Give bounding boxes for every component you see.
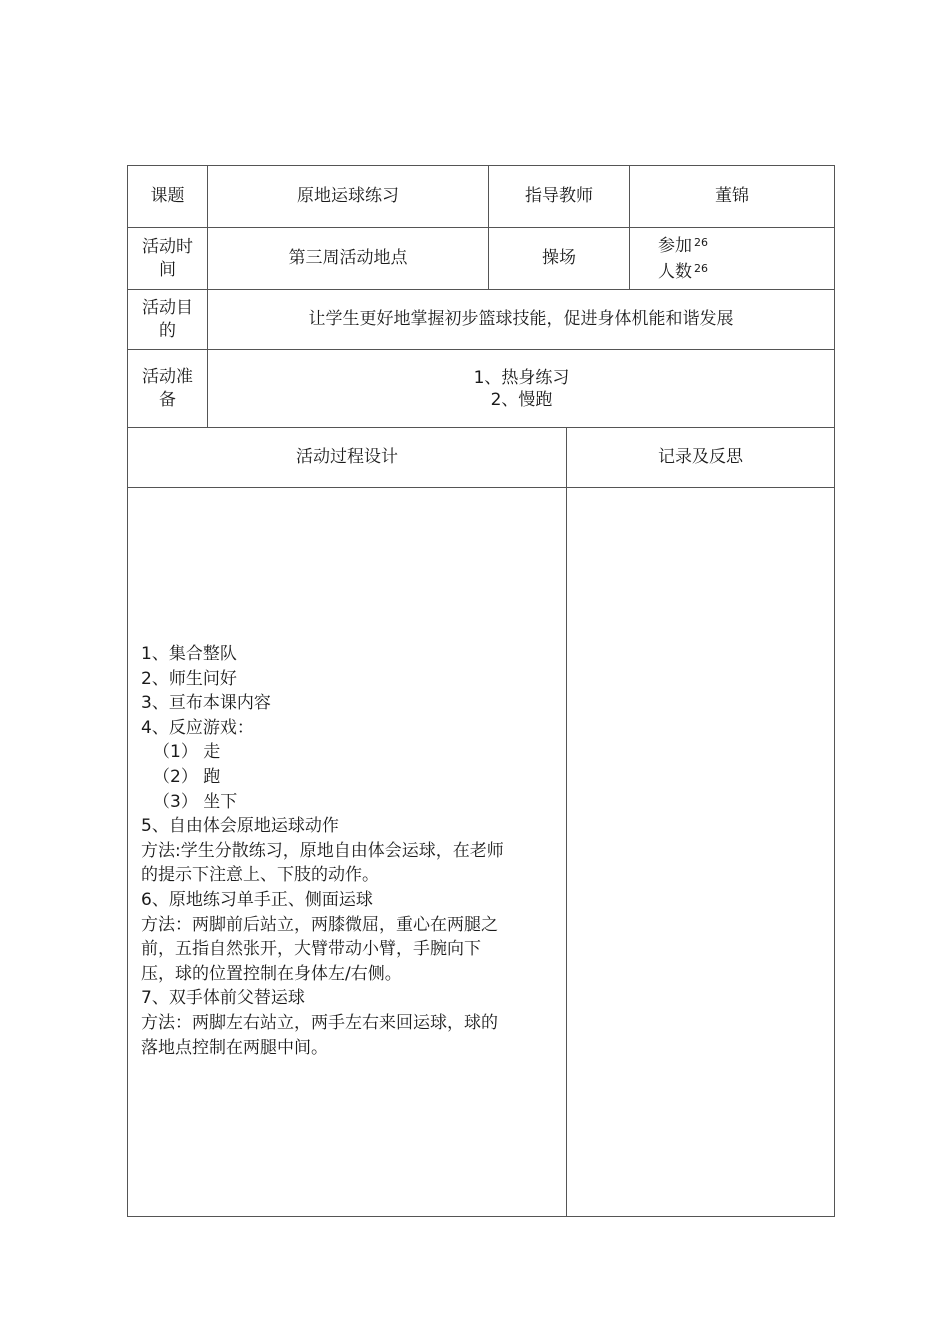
- process-line: 5、自由体会原地运球动作: [141, 816, 339, 837]
- process-line: 前，五指自然张开，大臂带动小臂，手腕向下: [141, 939, 481, 960]
- process-line: 方法：两脚前后站立，两膝微屈，重心在两腿之: [141, 914, 498, 935]
- process-line: 4、反应游戏：: [141, 717, 254, 738]
- participants-number-1: 26: [694, 236, 708, 249]
- prep-label: 活动准 备: [142, 366, 193, 410]
- design-section-header: 活动过程设计: [296, 447, 398, 467]
- process-line: 落地点控制在两腿中间。: [141, 1037, 328, 1058]
- process-line: 压，球的位置控制在身体左/右侧。: [141, 963, 402, 984]
- table-border-bottom: [127, 1216, 835, 1217]
- process-line: 方法:学生分散练习，原地自由体会运球，在老师: [141, 840, 504, 861]
- record-reflection-area: [567, 488, 834, 1216]
- process-line: 1、集合整队: [141, 644, 237, 664]
- topic-value: 原地运球练习: [297, 186, 399, 206]
- prep-item: 2、慢跑: [490, 390, 553, 410]
- process-line: 7、双手体前父替运球: [141, 988, 305, 1009]
- teacher-label: 指导教师: [525, 186, 593, 206]
- participants-cell: [658, 234, 708, 286]
- goal-value: 让学生更好地掌握初步篮球技能，促进身体机能和谐发展: [308, 309, 734, 329]
- topic-label: 课题: [150, 186, 185, 206]
- time-value: 第三周活动地点: [288, 248, 408, 268]
- record-section-header: 记录及反思: [658, 447, 743, 467]
- row-divider-3: [127, 349, 835, 350]
- goal-label: 活动目 的: [142, 297, 193, 341]
- time-label: 活动时 间: [142, 236, 193, 280]
- place-value: 操场: [542, 248, 576, 268]
- table-border-right: [834, 165, 835, 1217]
- process-line: 方法：两脚左右站立，两手左右来回运球，球的: [141, 1012, 498, 1033]
- participants-label-line2: 人数: [658, 262, 692, 282]
- process-design-content: [141, 642, 561, 1060]
- prep-items: [208, 351, 835, 427]
- process-line: 6、原地练习单手正、侧面运球: [141, 889, 373, 910]
- activity-form-table: [127, 165, 835, 1217]
- process-line: （2） 跑: [153, 766, 221, 787]
- participants-label-line1: 参加: [658, 236, 692, 256]
- process-line: 3、亘布本课内容: [141, 693, 271, 714]
- process-line: 的提示下注意上、下肢的动作。: [141, 865, 379, 886]
- process-line: （3） 坐下: [153, 791, 238, 812]
- prep-item: 1、热身练习: [473, 368, 570, 388]
- process-line: （1） 走: [153, 742, 221, 763]
- teacher-value: 董锦: [715, 186, 749, 206]
- process-line: 2、师生问好: [141, 668, 237, 689]
- participants-number-2: 26: [694, 262, 708, 275]
